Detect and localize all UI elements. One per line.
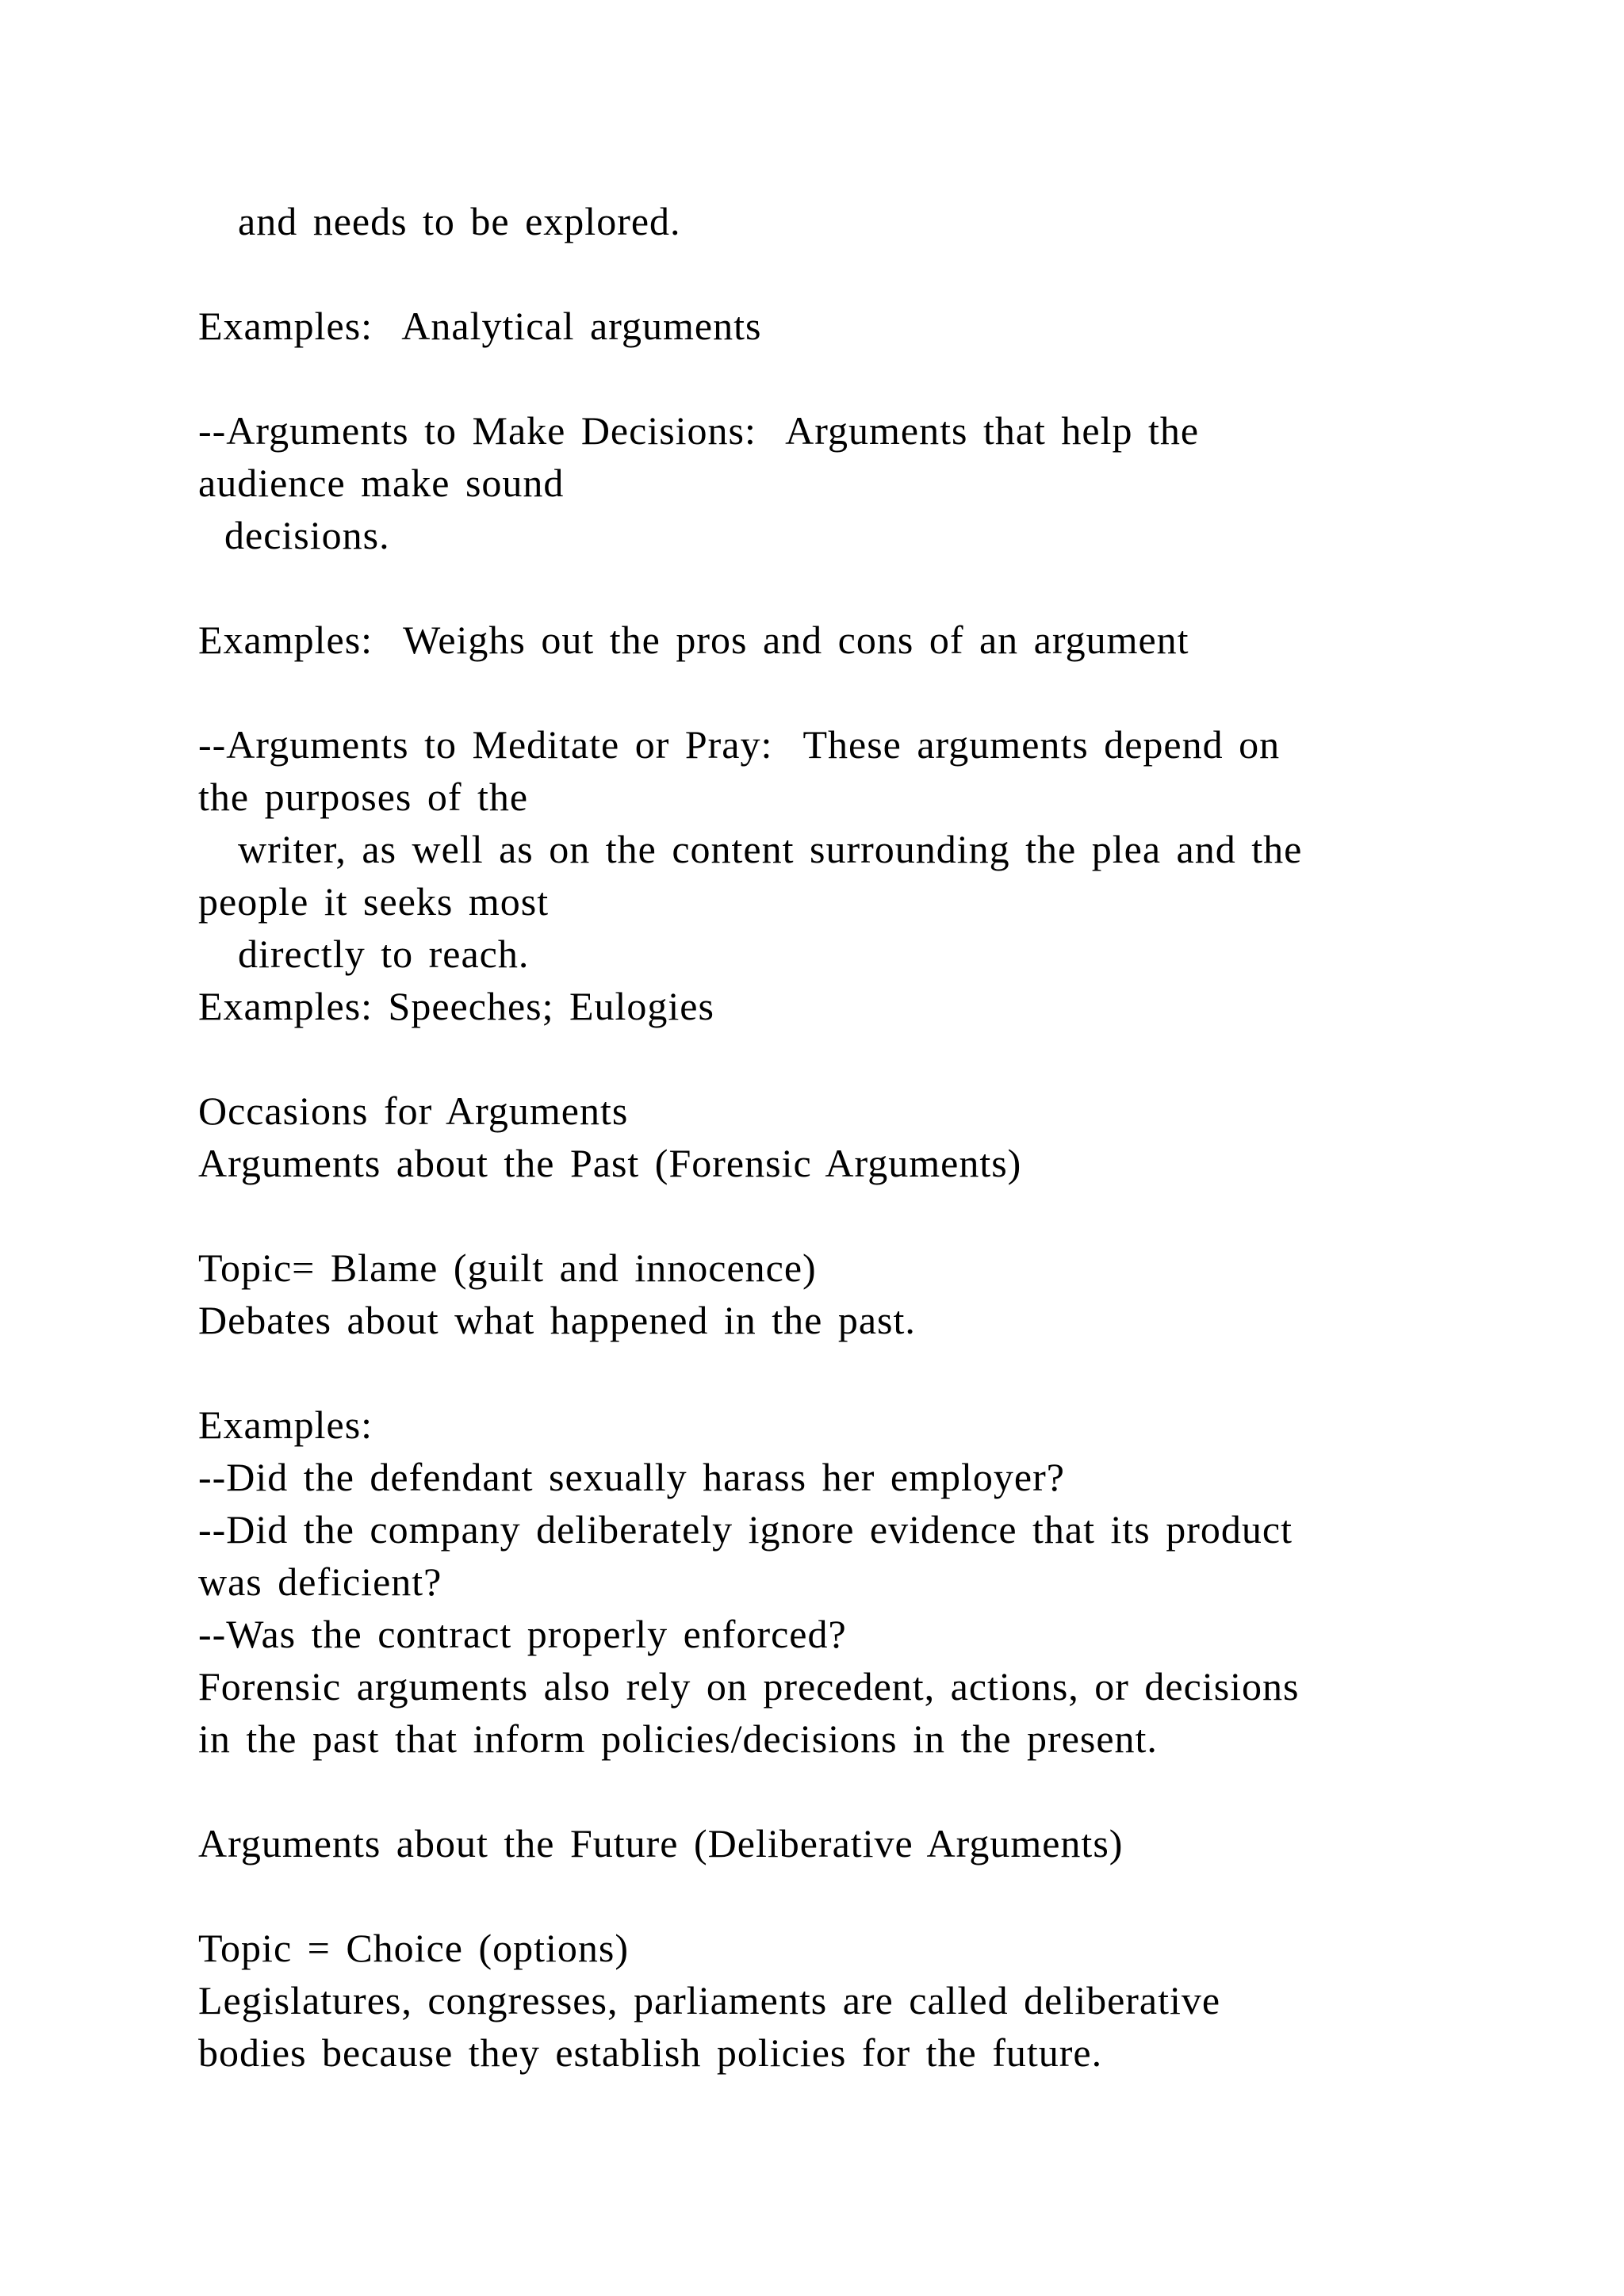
text-line: --Arguments to Make Decisions: Arguments that help the <box>198 408 1200 453</box>
text-line: --Arguments to Meditate or Pray: These arguments depend on <box>198 722 1281 767</box>
text-line: in the past that inform policies/decisions in the present. <box>198 1716 1158 1761</box>
text-line: the purposes of the <box>198 775 529 819</box>
text-line: Topic= Blame (guilt and innocence) <box>198 1246 817 1290</box>
subsection-heading: Arguments about the Future (Deliberative Arguments) <box>198 1821 1124 1866</box>
text-line: Forensic arguments also rely on precedent, actions, or decisions <box>198 1664 1300 1709</box>
text-line: directly to reach. <box>238 932 530 976</box>
examples-line: Examples: Speeches; Eulogies <box>198 984 714 1028</box>
text-line: decisions. <box>224 513 390 557</box>
text-line: and needs to be explored. <box>238 199 681 243</box>
text-line: people it seeks most <box>198 879 550 924</box>
list-item: --Did the defendant sexually harass her employer? <box>198 1455 1065 1499</box>
examples-line: Examples: <box>198 1402 373 1447</box>
text-line: Topic = Choice (options) <box>198 1926 630 1970</box>
text-line: writer, as well as on the content surrounding the plea and the <box>238 827 1303 871</box>
text-line: Legislatures, congresses, parliaments are called deliberative <box>198 1978 1221 2022</box>
section-heading: Occasions for Arguments <box>198 1089 629 1133</box>
text-line: audience make sound <box>198 461 565 505</box>
subsection-heading: Arguments about the Past (Forensic Arguments) <box>198 1141 1022 1185</box>
text-line: bodies because they establish policies for the future. <box>198 2030 1103 2075</box>
list-item: --Did the company deliberately ignore evidence that its product <box>198 1507 1293 1552</box>
text-line: was deficient? <box>198 1559 442 1604</box>
examples-line: Examples: Weighs out the pros and cons of an argument <box>198 618 1189 662</box>
text-line: Debates about what happened in the past. <box>198 1298 916 1342</box>
list-item: --Was the contract properly enforced? <box>198 1612 847 1656</box>
examples-line: Examples: Analytical arguments <box>198 304 762 348</box>
